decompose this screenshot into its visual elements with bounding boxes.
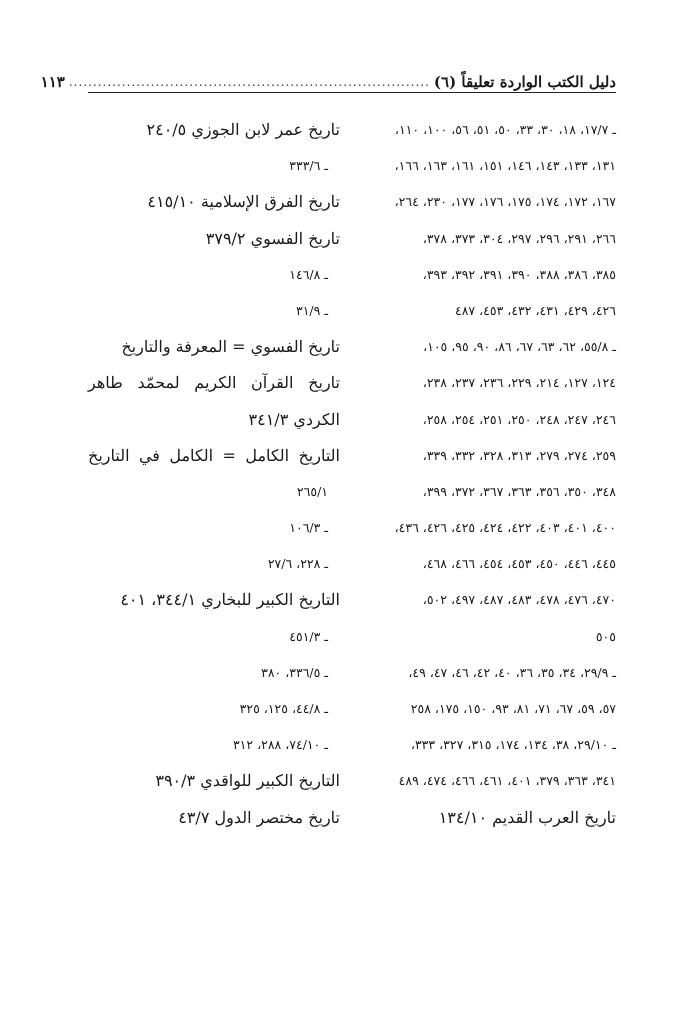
index-reference-line: ٣٤١، ٣٦٣، ٣٧٩، ٤٠١، ٤٦١، ٤٦٦، ٤٧٤، ٤٨٩	[398, 773, 616, 789]
index-entry: التاريخ الكبير للبخاري ٣٤٤/١، ٤٠١	[120, 590, 340, 610]
running-title: دليل الكتب الواردة تعليقاً (٦)	[433, 73, 616, 91]
index-reference-line: ـ ١٧/٧، ١٨، ٣٠، ٣٣، ٥٠، ٥١، ٥٦، ١٠٠، ١١٠،	[394, 122, 616, 137]
index-reference-line: ـ ٤٥١/٣	[289, 628, 328, 644]
index-reference-line: ـ ٣١/٩	[296, 302, 328, 318]
index-reference-line: ١٣١، ١٣٣، ١٤٣، ١٤٦، ١٥١، ١٦١، ١٦٣، ١٦٦،	[394, 158, 616, 174]
index-entry: التاريخ الكامل = الكامل في التاريخ	[88, 445, 340, 465]
index-reference-line: ٢٦٥/١	[296, 483, 328, 499]
index-entry: تاريخ عمر لابن الجوزي ٢٤٠/٥	[146, 120, 340, 139]
index-reference-line: ـ ٢٩/٩، ٣٤، ٣٥، ٣٦، ٤٠، ٤٢، ٤٦، ٤٧، ٤٩،	[408, 664, 616, 680]
index-column-right	[364, 112, 616, 836]
page-header	[40, 61, 616, 91]
leader-dots: ...........................................................................	[68, 75, 430, 89]
page-number: ١١٣	[40, 73, 65, 91]
index-reference-line: ٤٢٦، ٤٢٩، ٤٣١، ٤٣٢، ٤٥٣، ٤٨٧	[454, 302, 616, 318]
index-reference-line: ٤٤٥، ٤٤٦، ٤٥٠، ٤٥٣، ٤٥٤، ٤٦٦، ٤٦٨،	[422, 556, 616, 572]
index-reference-line: ٥٠٥	[595, 628, 616, 644]
index-reference-line: ٤٧٠، ٤٧٦، ٤٧٨، ٤٨٣، ٤٨٧، ٤٩٧، ٥٠٢،	[422, 592, 616, 608]
header-rule	[88, 92, 616, 93]
index-reference-line: ٢٥٩، ٢٧٤، ٢٧٩، ٣١٣، ٣٢٨، ٣٣٢، ٣٣٩،	[422, 447, 616, 463]
index-reference-line: ٤٠٠، ٤٠١، ٤٠٣، ٤٢٢، ٤٢٤، ٤٢٥، ٤٢٦، ٤٣٦،	[394, 520, 616, 536]
index-reference-line: ١٢٤، ١٢٧، ٢١٤، ٢٢٩، ٢٣٦، ٢٣٧، ٢٣٨،	[422, 375, 616, 391]
index-reference-line: ـ ١٤٦/٨	[289, 266, 328, 282]
index-reference-line: ـ ٥٥/٨، ٦٢، ٦٣، ٦٧، ٨٦، ٩٠، ٩٥، ١٠٥،	[423, 339, 616, 355]
index-reference-line: ٢٤٦، ٢٤٧، ٢٤٨، ٢٥٠، ٢٥١، ٢٥٤، ٢٥٨،	[422, 411, 616, 427]
index-reference-line: ـ ٤٤/٨، ١٢٥، ٣٢٥	[239, 701, 328, 716]
index-entry: تاريخ القرآن الكريم لمحمّد طاهر	[88, 373, 340, 393]
index-reference-line: ـ ١٠٦/٣	[289, 520, 328, 536]
index-entry: تاريخ مختصر الدول ٤٣/٧	[178, 807, 340, 827]
index-reference-line: ـ ٣٣٣/٦	[289, 158, 328, 174]
index-entry: تاريخ الفرق الإسلامية ٤١٥/١٠	[147, 192, 340, 212]
index-entry: تاريخ الفسوي ٣٧٩/٢	[205, 228, 340, 248]
index-reference-line: ـ ٣٣٦/٥، ٣٨٠	[261, 664, 328, 680]
index-reference-line: ٣٤٨، ٣٥٠، ٣٥٦، ٣٦٣، ٣٦٧، ٣٧٢، ٣٩٩،	[422, 483, 616, 499]
index-reference-line: ـ ٢٢٨، ٢٧/٦	[267, 556, 328, 572]
index-entry: التاريخ الكبير للواقدي ٣٩٠/٣	[155, 771, 340, 791]
index-reference-line: ـ ٧٤/١٠، ٢٨٨، ٣١٢	[232, 737, 328, 753]
index-column-left	[88, 112, 340, 836]
index-reference-line: ١٦٧، ١٧٢، ١٧٤، ١٧٥، ١٧٦، ١٧٧، ٢٣٠، ٢٦٤،	[394, 194, 616, 210]
index-entry: الكردي ٣٤١/٣	[248, 409, 340, 429]
index-reference-line: ٣٨٥، ٣٨٦، ٣٨٨، ٣٩٠، ٣٩١، ٣٩٢، ٣٩٣،	[422, 266, 616, 282]
index-reference-line: ٥٧، ٥٩، ٦٧، ٧١، ٨١، ٩٣، ١٥٠، ١٧٥، ٢٥٨	[410, 701, 616, 716]
index-entry: تاريخ العرب القديم ١٣٤/١٠	[438, 807, 616, 827]
index-reference-line: ـ ٢٩/١٠، ٣٨، ١٣٤، ١٧٤، ٣١٥، ٣٢٧، ٣٣٣،	[410, 737, 616, 753]
index-entry: تاريخ الفسوي = المعرفة والتاريخ	[121, 337, 340, 357]
index-reference-line: ٢٦٦، ٢٩١، ٢٩٦، ٢٩٧، ٣٠٤، ٣٧٣، ٣٧٨،	[422, 230, 616, 246]
